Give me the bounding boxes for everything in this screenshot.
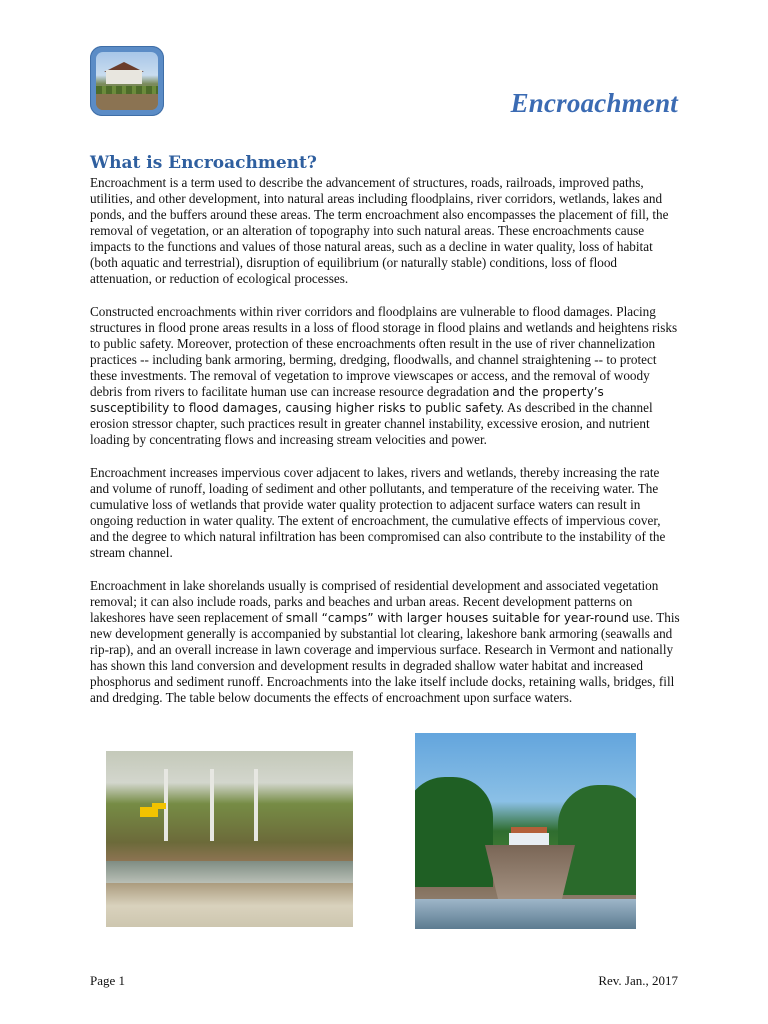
paragraph-2 <box>90 304 680 448</box>
river-excavation-photo <box>106 751 353 927</box>
paragraph-2-text-a: Constructed encroachments within river corridors and floodplains are vulnerable to flood damages. Placing structures in flood prone areas results in a loss of flood storage in flood plains and wetlands and heightens risks to public safety. Moreover, protection of these encroachments often result in the use of river channelization practices -- including bank armoring, berming, dredging, floodwalls, and channel straightening -- to protect these investments. The removal of vegetation to improve viewscapes or access, and the removal of woody debris from rivers to facilitate human use can increase resource degradation <box>90 304 678 399</box>
paragraph-2-text-c: As described in the channel erosion stressor chapter, such practices result in greater channel instability, excessive erosion, and nutrient loading by concentrating flows and increasing stream velocities and power. <box>90 400 653 447</box>
paragraph-3: Encroachment increases impervious cover adjacent to lakes, rivers and wetlands, thereby increasing the rate and volume of runoff, loading of sediment and other pollutants, and temperature of the receiving water. The cumulative loss of wetlands that provide water quality protection to adjacent surface waters can result in ongoing reduction in water quality. The extent of encroachment, the cumulative effects of impervious cover, and the degree to which natural infiltration has been compromised can also contribute to the instability of the stream channel. <box>90 465 666 560</box>
revision-date: Rev. Jan., 2017 <box>598 973 678 988</box>
main-content <box>90 153 680 723</box>
photo-gallery <box>106 733 636 929</box>
excavator-icon <box>140 807 158 817</box>
paragraph-4-text-c: use. This new development generally is accompanied by substantial lot clearing, lakeshore bank armoring (seawalls and rip-rap), and an overall increase in lawn coverage and impervious surface. Research in Vermont and nationally has shown this land conversion and development results in degraded shallow water habitat and increased phosphorus and sediment runoff. Encroachments into the lake itself include docks, retaining walls, bridges, fill and dredging. The table below documents the effects of encroachment upon surface waters. <box>90 610 680 705</box>
paragraph-4 <box>90 578 680 706</box>
section-heading: What is Encroachment? <box>90 153 317 173</box>
paragraph-4-text-a: Encroachment in lake shorelands usually is comprised of residential development and associated vegetation removal; it can also include roads, parks and beaches and urban areas. Recent development patterns on lakeshores have seen replacement of <box>90 578 659 625</box>
document-title: Encroachment <box>510 88 678 118</box>
paragraph-1: Encroachment is a term used to describe the advancement of structures, roads, railroads, improved paths, utilities, and other development, into natural areas including floodplains, river corridors, wetlands, lakes and ponds, and the buffers around these areas. The term encroachment also encompasses the placement of fill, the removal of vegetation, or an alteration of topography into such natural areas. These encroachments cause impacts to the functions and values of those natural areas, such as a decline in water quality, loss of habitat (both aquatic and terrestrial), disruption of equilibrium (or naturally stable) conditions, loss of flood attenuation, or reduction of ecological processes. <box>90 175 669 286</box>
paragraph-2-text-b: and the property’s susceptibility to flood damages, causing higher risks to public safety. <box>90 385 604 415</box>
paragraph-4-text-b: small “camps” with larger houses suitable for year-round <box>285 611 629 625</box>
page-number: Page 1 <box>90 973 126 988</box>
header-logo <box>90 46 164 116</box>
house-photo-icon <box>96 52 158 110</box>
lakeshore-development-photo <box>415 733 636 929</box>
lakehouse-icon <box>509 833 549 845</box>
